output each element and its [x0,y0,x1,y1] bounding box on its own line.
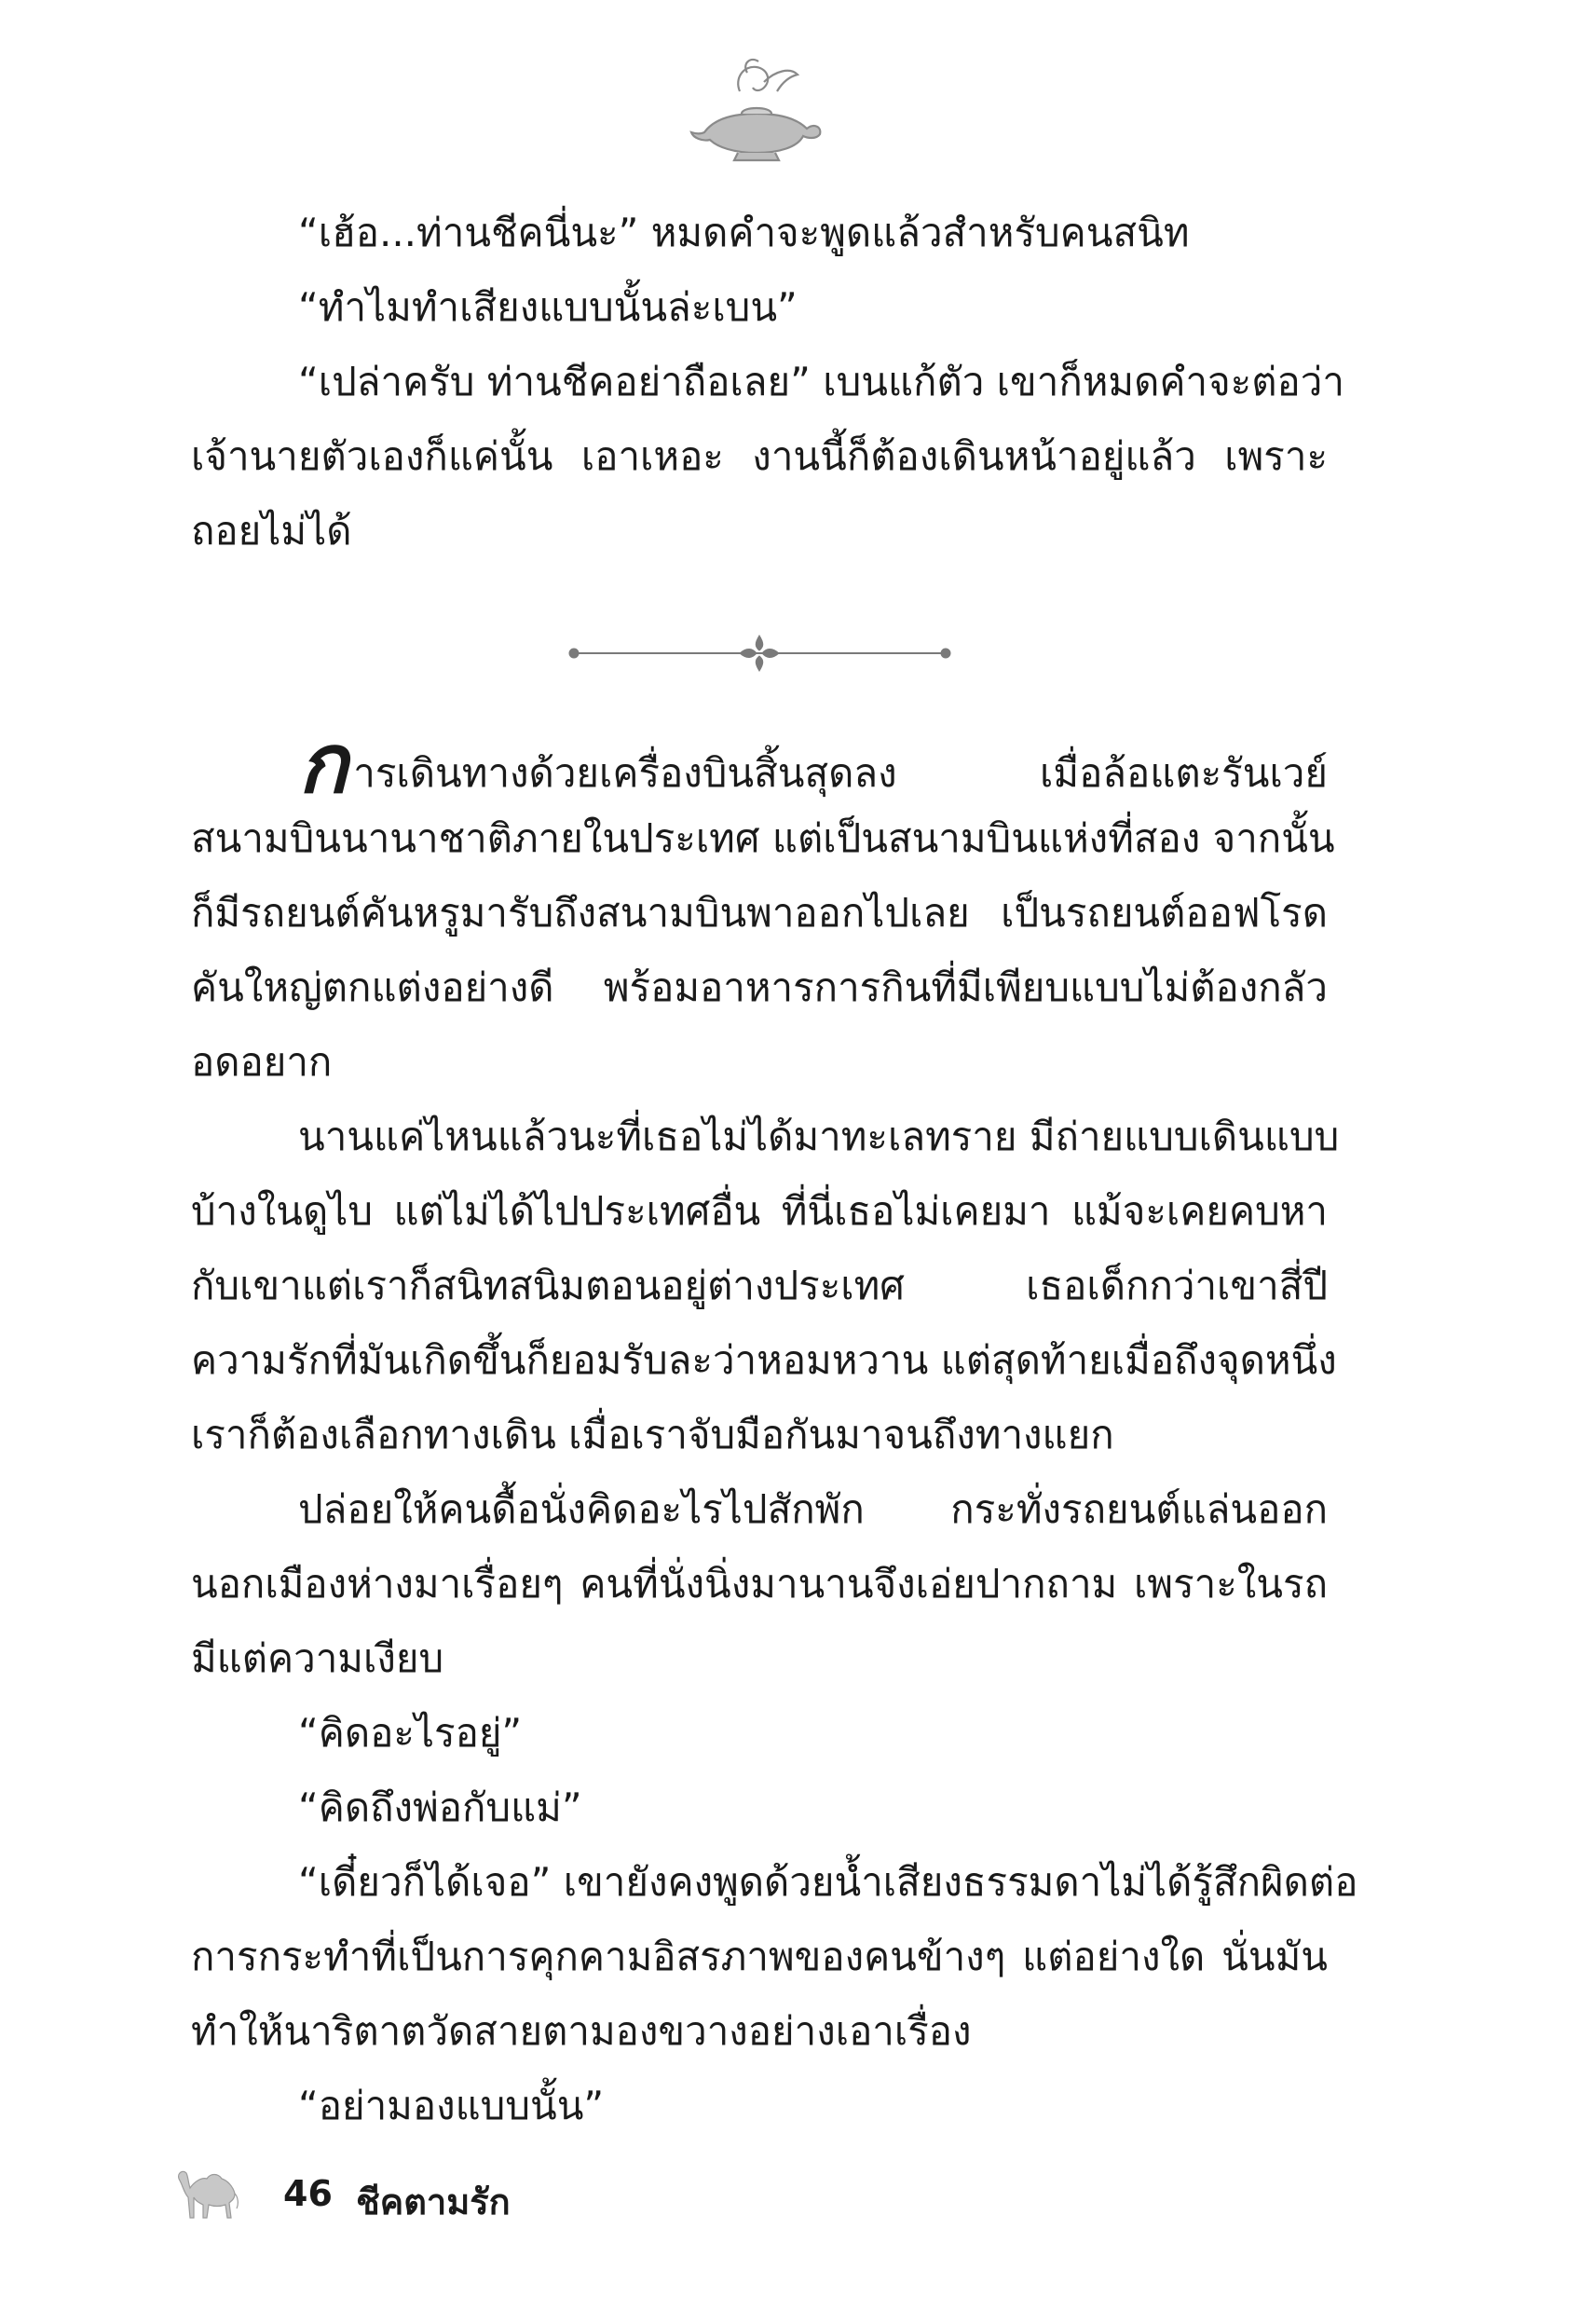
paragraph-line: “เดี๋ยวก็ได้เจอ” เขายังคงพูดด้วยน้ำเสียงธรรมดาไม่ได้รู้สึกผิดต่อ [298,1859,1358,1905]
paragraph-line: “เปล่าครับ ท่านชีคอย่าถือเลย” เบนแก้ตัว เขาก็หมดคำจะต่อว่า [298,359,1344,404]
paragraph-line: ก็มีรถยนต์คันหรูมารับถึงสนามบินพาออกไปเลย เป็นรถยนต์ออฟโรด [191,890,1328,936]
paragraph-line: ถอยไม่ได้ [191,508,352,554]
paragraph-line: กับเขาแต่เราก็สนิทสนิมตอนอยู่ต่างประเทศ เธอเด็กกว่าเขาสี่ปี [191,1263,1328,1308]
paragraph-line: สนามบินนานาชาติภายในประเทศ แต่เป็นสนามบินแห่งที่สอง จากนั้น [191,815,1335,861]
page-footer [173,2160,732,2225]
paragraph-line: อดอยาก [191,1039,333,1085]
paragraph-line: เราก็ต้องเลือกทางเดิน เมื่อเราจับมือกันมาจนถึงทางแยก [191,1412,1114,1457]
paragraph-line: “คิดอะไรอยู่” [298,1710,523,1756]
paragraph-line: เจ้านายตัวเองก็แค่นั้น เอาเหอะ งานนี้ก็ต้องเดินหน้าอยู่แล้ว เพราะ [191,433,1328,479]
paragraph-first-line [191,716,1328,812]
ornamental-divider [566,632,953,675]
section-dialogue [191,196,1344,568]
paragraph-line: ความรักที่มันเกิดขึ้นก็ยอมรับละว่าหอมหวาน แต่สุดท้ายเมื่อถึงจุดหนึ่ง [191,1337,1337,1383]
paragraph-line: ปล่อยให้คนดื้อนั่งคิดอะไรไปสักพัก กระทั่งรถยนต์แล่นออก [298,1486,1328,1532]
section-narrative [191,716,1358,2143]
book-title: ชีคตามรัก [356,2181,511,2222]
paragraph-line: นอกเมืองห่างมาเรื่อยๆ คนที่นั่งนิ่งมานานจึงเอ่ยปากถาม เพราะในรถ [191,1561,1328,1607]
genie-lamp-icon [686,54,825,164]
paragraph-line: นานแค่ไหนแล้วนะที่เธอไม่ได้มาทะเลทราย มีถ่ายแบบเดินแบบ [298,1114,1340,1159]
paragraph-line: “เฮ้อ...ท่านชีคนี่นะ” หมดคำจะพูดแล้วสำหรับคนสนิท [298,210,1190,255]
page-number: 46 [283,2173,333,2214]
paragraph-line: “ทำไมทำเสียงแบบนั้นล่ะเบน” [298,284,798,330]
paragraph-line: คันใหญ่ตกแต่งอย่างดี พร้อมอาหารการกินที่มีเพียบแบบไม่ต้องกลัว [191,964,1328,1010]
paragraph-line: ทำให้นาริตาตวัดสายตามองขวางอย่างเอาเรื่อง [191,2008,972,2054]
paragraph-line: “อย่ามองแบบนั้น” [298,2083,605,2128]
paragraph-line: บ้างในดูไบ แต่ไม่ได้ไปประเทศอื่น ที่นี่เธอไม่เคยมา แม้จะเคยคบหา [191,1188,1328,1234]
first-line-text: ารเดินทางด้วยเครื่องบินสิ้นสุดลง เมื่อล้อแตะรันเวย์ [353,750,1328,796]
camel-icon [173,2160,248,2222]
paragraph-line: มีแต่ความเงียบ [191,1635,444,1681]
paragraph-line: “คิดถึงพ่อกับแม่” [298,1785,582,1830]
drop-cap: ก [298,716,348,812]
paragraph-line: การกระทำที่เป็นการคุกคามอิสรภาพของคนข้างๆ แต่อย่างใด นั่นมัน [191,1934,1328,1979]
